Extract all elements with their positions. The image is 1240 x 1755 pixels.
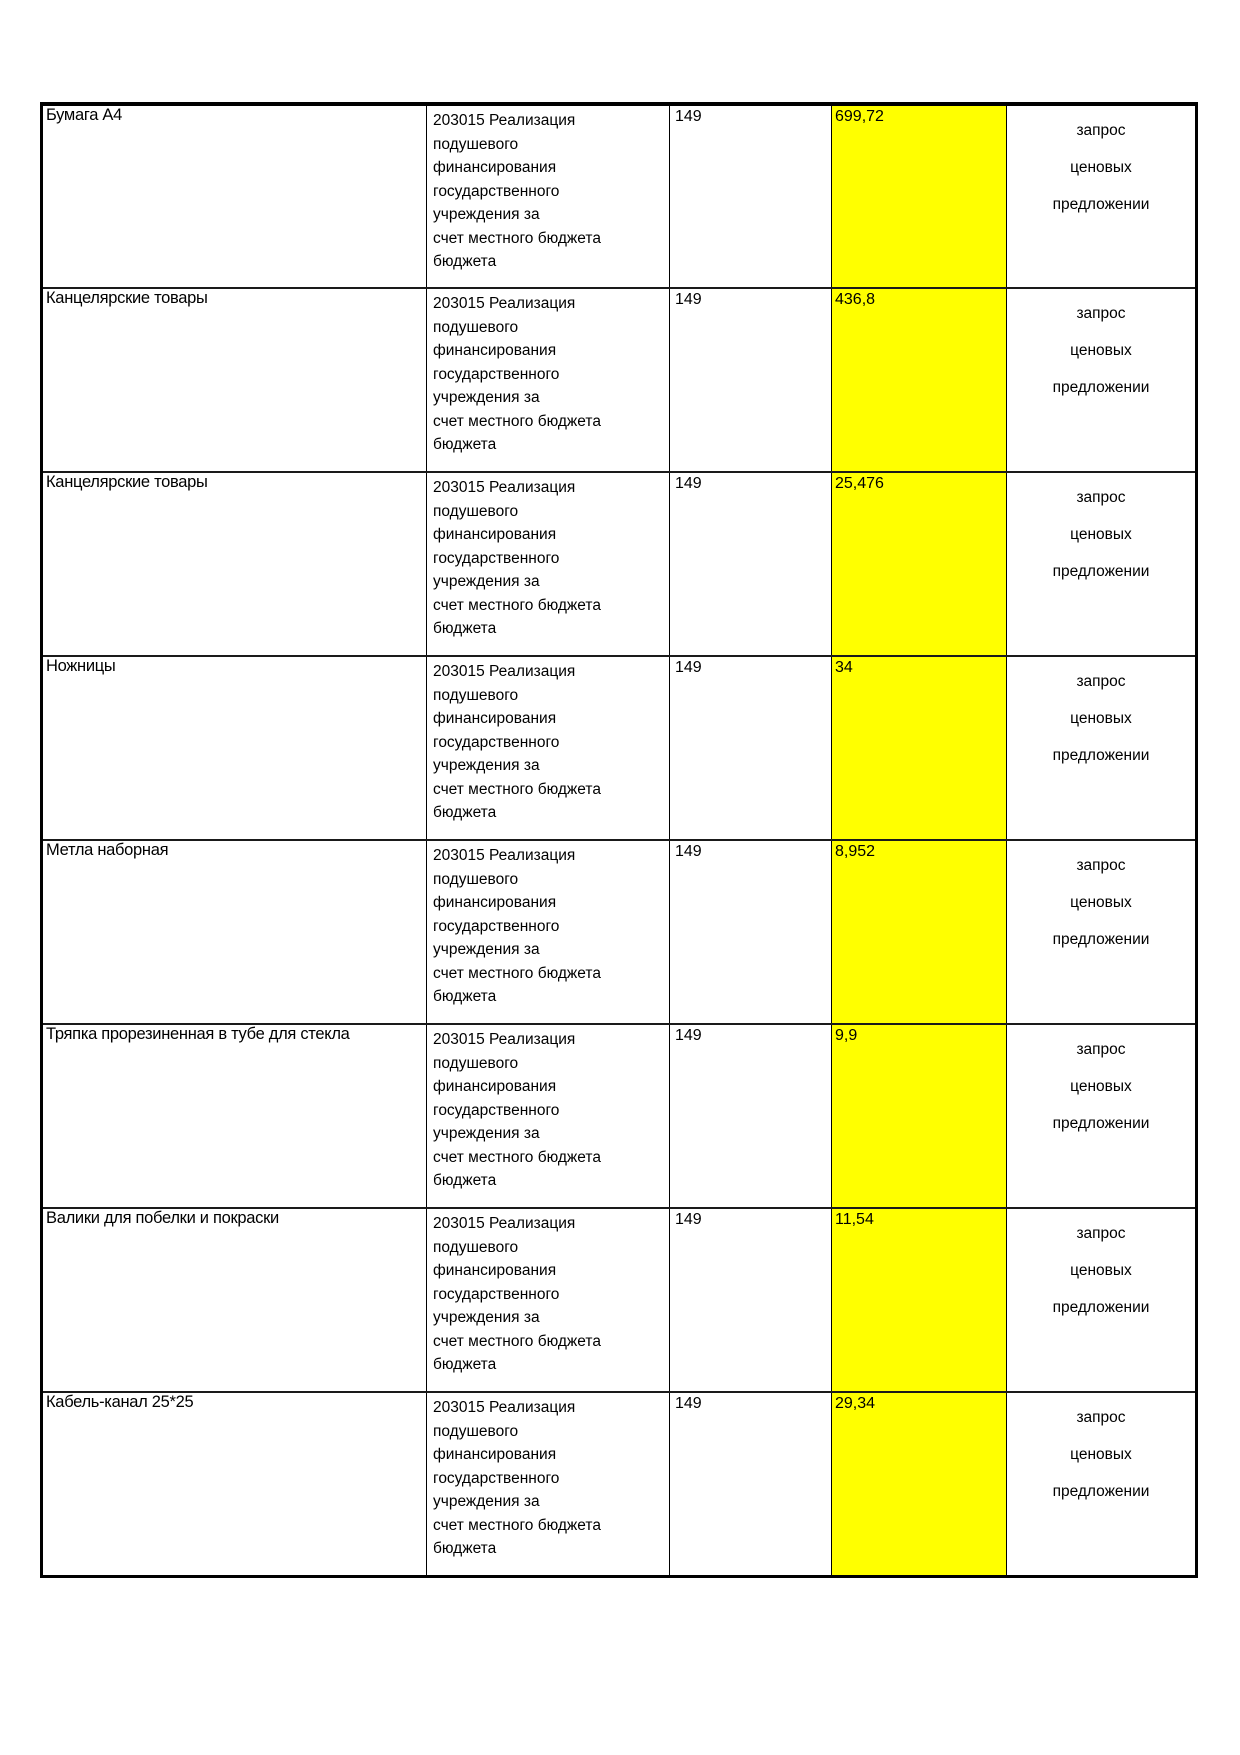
item-name: Канцелярские товары (46, 473, 208, 491)
item-name-cell (42, 1392, 427, 1576)
budget-program-line: 203015 Реализация (433, 1215, 576, 1232)
procurement-table (40, 102, 1198, 1578)
budget-program-line: счет местного бюджета (433, 229, 601, 247)
spec-code: 149 (675, 475, 702, 492)
budget-program-line: бюджета (433, 253, 497, 270)
spec-code: 149 (675, 291, 702, 308)
budget-program-line: подушевого (433, 1054, 519, 1072)
item-name-cell (42, 288, 427, 472)
budget-program-line: государственного (433, 733, 560, 751)
budget-program-line: бюджета (433, 620, 497, 637)
procurement-method-line: предложении (1052, 1483, 1150, 1500)
spec-code: 149 (675, 108, 702, 125)
amount-value: 34 (835, 659, 853, 676)
table-row (42, 104, 1197, 288)
amount-cell-highlighted (832, 472, 1007, 656)
amount-cell-highlighted (832, 1208, 1007, 1392)
budget-program-line: финансирования (433, 342, 557, 359)
budget-program-line: учреждения за (433, 757, 540, 774)
procurement-method-cell (1007, 656, 1197, 840)
budget-program-line: подушевого (433, 318, 519, 336)
budget-program-line: учреждения за (433, 1493, 540, 1510)
procurement-method-cell (1007, 104, 1197, 288)
procurement-method-cell (1007, 1392, 1197, 1576)
budget-program-cell (427, 472, 670, 656)
procurement-method-line: предложении (1052, 1115, 1150, 1132)
amount-cell-highlighted (832, 104, 1007, 288)
item-name-cell (42, 1208, 427, 1392)
budget-program-cell (427, 1208, 670, 1392)
spec-code-cell (670, 472, 832, 656)
budget-program-line: 203015 Реализация (433, 663, 576, 680)
item-name: Метла наборная (46, 841, 169, 859)
table-row (42, 840, 1197, 1024)
spec-code-cell (670, 1208, 832, 1392)
budget-program-line: подушевого (433, 1422, 519, 1440)
budget-program-line: счет местного бюджета (433, 964, 601, 982)
procurement-method-line: ценовых (1070, 1078, 1132, 1095)
budget-program-line: учреждения за (433, 1125, 540, 1142)
budget-program-cell (427, 104, 670, 288)
budget-program-line: финансирования (433, 526, 557, 543)
budget-program-line: финансирования (433, 710, 557, 727)
budget-program-line: государственного (433, 1101, 560, 1119)
amount-value: 11,54 (835, 1211, 874, 1228)
procurement-method-line: ценовых (1070, 526, 1132, 543)
budget-program-line: бюджета (433, 436, 497, 453)
procurement-method-line: запрос (1076, 857, 1126, 874)
item-name-cell (42, 1024, 427, 1208)
budget-program-line: финансирования (433, 1078, 557, 1095)
budget-program-line: государственного (433, 917, 560, 935)
procurement-method-line: предложении (1052, 196, 1150, 213)
procurement-method-line: запрос (1076, 673, 1126, 690)
procurement-method-line: предложении (1052, 1299, 1150, 1316)
budget-program-line: финансирования (433, 159, 557, 176)
table-row (42, 1024, 1197, 1208)
item-name: Канцелярские товары (46, 289, 208, 307)
budget-program-line: бюджета (433, 1540, 497, 1557)
amount-value: 25,476 (835, 475, 884, 492)
spec-code: 149 (675, 659, 702, 676)
budget-program-cell (427, 840, 670, 1024)
budget-program-line: 203015 Реализация (433, 1399, 576, 1416)
item-name-cell (42, 840, 427, 1024)
table-body (42, 104, 1197, 1576)
amount-cell-highlighted (832, 1392, 1007, 1576)
spec-code: 149 (675, 1027, 702, 1044)
procurement-method-line: предложении (1052, 931, 1150, 948)
procurement-method-cell (1007, 472, 1197, 656)
budget-program-line: счет местного бюджета (433, 780, 601, 798)
table-row (42, 1208, 1197, 1392)
budget-program-line: учреждения за (433, 206, 540, 223)
procurement-method-cell (1007, 288, 1197, 472)
budget-program-line: подушевого (433, 502, 519, 520)
amount-value: 9,9 (835, 1027, 858, 1044)
amount-cell-highlighted (832, 656, 1007, 840)
amount-cell-highlighted (832, 288, 1007, 472)
procurement-method-line: предложении (1052, 747, 1150, 764)
budget-program-line: счет местного бюджета (433, 596, 601, 614)
budget-program-line: бюджета (433, 988, 497, 1005)
budget-program-line: подушевого (433, 686, 519, 704)
budget-program-line: учреждения за (433, 941, 540, 958)
budget-program-line: финансирования (433, 894, 557, 911)
amount-cell-highlighted (832, 1024, 1007, 1208)
budget-program-cell (427, 1024, 670, 1208)
budget-program-line: бюджета (433, 1172, 497, 1189)
budget-program-line: 203015 Реализация (433, 847, 576, 864)
item-name-cell (42, 104, 427, 288)
procurement-method-line: запрос (1076, 1041, 1126, 1058)
procurement-method-cell (1007, 840, 1197, 1024)
procurement-method-line: предложении (1052, 563, 1150, 580)
spec-code-cell (670, 1024, 832, 1208)
budget-program-line: финансирования (433, 1262, 557, 1279)
spec-code-cell (670, 656, 832, 840)
procurement-method-line: ценовых (1070, 894, 1132, 911)
budget-program-line: государственного (433, 365, 560, 383)
spec-code-cell (670, 104, 832, 288)
procurement-method-line: запрос (1076, 305, 1126, 322)
spec-code-cell (670, 288, 832, 472)
table-row (42, 656, 1197, 840)
budget-program-line: подушевого (433, 135, 519, 153)
budget-program-line: счет местного бюджета (433, 1332, 601, 1350)
amount-value: 8,952 (835, 843, 876, 860)
budget-program-line: государственного (433, 1285, 560, 1303)
procurement-method-cell (1007, 1024, 1197, 1208)
procurement-method-line: ценовых (1070, 710, 1132, 727)
budget-program-line: государственного (433, 182, 560, 200)
procurement-method-cell (1007, 1208, 1197, 1392)
spec-code: 149 (675, 1395, 702, 1412)
procurement-method-line: запрос (1076, 122, 1126, 139)
item-name: Бумага А4 (46, 106, 122, 124)
amount-value: 436,8 (835, 291, 876, 308)
budget-program-line: счет местного бюджета (433, 1148, 601, 1166)
budget-program-cell (427, 288, 670, 472)
spec-code: 149 (675, 843, 702, 860)
budget-program-line: счет местного бюджета (433, 1516, 601, 1534)
procurement-method-line: предложении (1052, 379, 1150, 396)
item-name: Кабель-канал 25*25 (46, 1393, 194, 1411)
budget-program-line: 203015 Реализация (433, 112, 576, 129)
procurement-method-line: ценовых (1070, 1262, 1132, 1279)
table-row (42, 1392, 1197, 1576)
budget-program-line: подушевого (433, 870, 519, 888)
spec-code-cell (670, 1392, 832, 1576)
procurement-method-line: запрос (1076, 1409, 1126, 1426)
item-name-cell (42, 656, 427, 840)
table-row (42, 288, 1197, 472)
procurement-method-line: ценовых (1070, 1446, 1132, 1463)
amount-value: 29,34 (835, 1395, 876, 1412)
budget-program-line: 203015 Реализация (433, 295, 576, 312)
budget-program-line: бюджета (433, 804, 497, 821)
budget-program-line: счет местного бюджета (433, 412, 601, 430)
budget-program-line: учреждения за (433, 1309, 540, 1326)
amount-cell-highlighted (832, 840, 1007, 1024)
budget-program-line: финансирования (433, 1446, 557, 1463)
budget-program-cell (427, 656, 670, 840)
item-name: Тряпка прорезиненная в тубе для стекла (46, 1025, 350, 1043)
budget-program-line: государственного (433, 1469, 560, 1487)
budget-program-line: 203015 Реализация (433, 479, 576, 496)
item-name-cell (42, 472, 427, 656)
procurement-method-line: ценовых (1070, 342, 1132, 359)
budget-program-cell (427, 1392, 670, 1576)
item-name: Валики для побелки и покраски (46, 1209, 279, 1227)
budget-program-line: бюджета (433, 1356, 497, 1373)
budget-program-line: учреждения за (433, 573, 540, 590)
item-name: Ножницы (46, 657, 116, 675)
spec-code: 149 (675, 1211, 702, 1228)
budget-program-line: учреждения за (433, 389, 540, 406)
amount-value: 699,72 (835, 108, 884, 125)
procurement-method-line: ценовых (1070, 159, 1132, 176)
procurement-method-line: запрос (1076, 489, 1126, 506)
table-row (42, 472, 1197, 656)
procurement-method-line: запрос (1076, 1225, 1126, 1242)
budget-program-line: государственного (433, 549, 560, 567)
budget-program-line: 203015 Реализация (433, 1031, 576, 1048)
spec-code-cell (670, 840, 832, 1024)
budget-program-line: подушевого (433, 1238, 519, 1256)
